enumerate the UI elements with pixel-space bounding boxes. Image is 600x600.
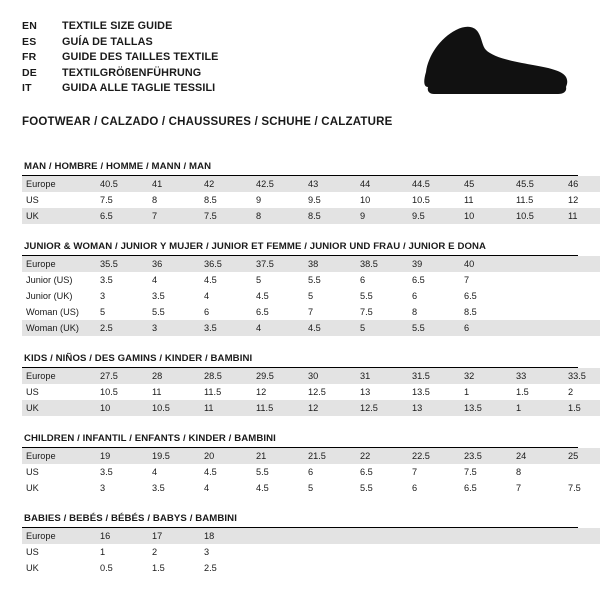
- cell: 2.5: [204, 563, 217, 573]
- row-label: Woman (US): [26, 307, 79, 317]
- cell: 3.5: [200, 320, 252, 336]
- cell: 10: [96, 400, 148, 416]
- cell: 4.5: [304, 320, 356, 336]
- cell: 12: [568, 195, 579, 205]
- section-man: [22, 158, 578, 224]
- row-label: Woman (UK): [22, 320, 96, 336]
- cell: 45: [460, 176, 512, 192]
- cell: 5.5: [360, 291, 373, 301]
- table-row: [22, 192, 600, 208]
- cell: 7.5: [100, 195, 113, 205]
- cell: 6: [412, 291, 418, 301]
- cell: 33.5: [564, 368, 600, 384]
- cell: 1.5: [152, 563, 165, 573]
- section-babies: [22, 510, 578, 576]
- cell: 44: [356, 176, 408, 192]
- cell: 12: [256, 387, 267, 397]
- language-row: [22, 51, 218, 67]
- section-heading: MAN / HOMBRE / HOMME / MANN / MAN: [22, 158, 578, 176]
- cell: 7: [148, 208, 200, 224]
- cell: 6.5: [464, 483, 477, 493]
- cell: 5: [356, 320, 408, 336]
- cell: 7: [308, 307, 314, 317]
- row-label: Europe: [22, 448, 96, 464]
- size-table: [22, 256, 600, 336]
- row-label: UK: [26, 563, 39, 573]
- cell: 11: [152, 387, 162, 397]
- cell: 18: [200, 528, 252, 544]
- cell: 3.5: [152, 291, 165, 301]
- row-label: US: [26, 467, 39, 477]
- row-label: Europe: [22, 368, 96, 384]
- cell: 8: [412, 307, 418, 317]
- cell: 6: [308, 467, 314, 477]
- language-code: EN: [22, 20, 37, 32]
- cell: 24: [512, 448, 564, 464]
- row-label: Europe: [22, 528, 96, 544]
- table-row: [22, 448, 600, 464]
- cell: 1: [464, 387, 470, 397]
- cell: 16: [96, 528, 148, 544]
- cell: 4: [152, 467, 158, 477]
- cell: 1: [512, 400, 564, 416]
- cell: 13.5: [460, 400, 512, 416]
- cell: 27.5: [96, 368, 148, 384]
- cell: 33: [512, 368, 564, 384]
- cell: 3.5: [100, 467, 113, 477]
- table-row: [22, 544, 600, 560]
- table-row: [22, 528, 600, 544]
- row-label: US: [26, 387, 39, 397]
- cell: 3: [204, 547, 210, 557]
- language-row: [22, 82, 218, 98]
- cell: 10.5: [412, 195, 430, 205]
- cell: 5.5: [408, 320, 460, 336]
- cell: 3.5: [100, 275, 113, 285]
- cell: 4.5: [256, 483, 269, 493]
- cell: 10: [460, 208, 512, 224]
- table-row: [22, 400, 600, 416]
- cell: 10: [360, 195, 371, 205]
- cell: 11: [564, 208, 600, 224]
- cell: 5: [308, 291, 314, 301]
- cell: 12: [304, 400, 356, 416]
- cell: 36.5: [200, 256, 252, 272]
- cell: 31.5: [408, 368, 460, 384]
- language-row: [22, 67, 218, 83]
- cell: 17: [148, 528, 200, 544]
- cell: 20: [200, 448, 252, 464]
- cell: 32: [460, 368, 512, 384]
- cell: 39: [408, 256, 460, 272]
- cell: 21: [252, 448, 304, 464]
- cell: 10.5: [512, 208, 564, 224]
- row-label: Junior (US): [26, 275, 73, 285]
- cell: 7: [464, 275, 470, 285]
- table-row: [22, 304, 600, 320]
- cell: 7.5: [360, 307, 373, 317]
- cell: 4: [204, 483, 210, 493]
- cell: 13.5: [412, 387, 430, 397]
- cell: 5: [256, 275, 262, 285]
- cell: 6: [460, 320, 512, 336]
- row-label: Europe: [22, 176, 96, 192]
- language-titles: [22, 20, 218, 98]
- cell: 4: [252, 320, 304, 336]
- cell: 6.5: [464, 291, 477, 301]
- cell: 5.5: [152, 307, 165, 317]
- cell: 12.5: [308, 387, 326, 397]
- cell: 6: [360, 275, 366, 285]
- cell: 13: [360, 387, 371, 397]
- table-row: [22, 176, 600, 192]
- cell: 7.5: [464, 467, 477, 477]
- table-row: [22, 272, 600, 288]
- table-row: [22, 208, 600, 224]
- table-row: [22, 288, 600, 304]
- table-row: [22, 368, 600, 384]
- cell: 6: [204, 307, 210, 317]
- cell: 36: [148, 256, 200, 272]
- cell: 8: [252, 208, 304, 224]
- cell: 19: [96, 448, 148, 464]
- cell: 5.5: [360, 483, 373, 493]
- cell: 4.5: [256, 291, 269, 301]
- cell: 40.5: [96, 176, 148, 192]
- cell: 30: [304, 368, 356, 384]
- section-heading: JUNIOR & WOMAN / JUNIOR Y MUJER / JUNIOR ET FEMME / JUNIOR UND FRAU / JUNIOR E DONA: [22, 238, 578, 256]
- cell: 10.5: [100, 387, 118, 397]
- table-row: [22, 560, 600, 576]
- language-title: TEXTILE SIZE GUIDE: [62, 20, 173, 32]
- cell: 6.5: [256, 307, 269, 317]
- cell: 4: [152, 275, 158, 285]
- language-title: TEXTILGRÖßENFÜHRUNG: [62, 66, 202, 79]
- cell: 11: [200, 400, 252, 416]
- cell: 6.5: [412, 275, 425, 285]
- cell: 46: [564, 176, 600, 192]
- document-header: [22, 18, 578, 102]
- cell: 21.5: [304, 448, 356, 464]
- language-code: IT: [22, 82, 32, 94]
- row-label: UK: [22, 208, 96, 224]
- cell: 11.5: [516, 195, 534, 205]
- size-table: [22, 528, 600, 576]
- cell: 0.5: [100, 563, 113, 573]
- language-row: [22, 20, 218, 36]
- cell: 5: [308, 483, 314, 493]
- cell: 19.5: [148, 448, 200, 464]
- cell: 5.5: [256, 467, 269, 477]
- cell: 45.5: [512, 176, 564, 192]
- cell: 38: [304, 256, 356, 272]
- cell: 23.5: [460, 448, 512, 464]
- cell: 8.5: [204, 195, 217, 205]
- section-junior-woman: [22, 238, 578, 336]
- cell: 9.5: [408, 208, 460, 224]
- cell: 2.5: [96, 320, 148, 336]
- cell: 43: [304, 176, 356, 192]
- language-title: GUÍA DE TALLAS: [62, 35, 153, 48]
- cell: 11.5: [252, 400, 304, 416]
- cell: 1.5: [516, 387, 529, 397]
- cell: 8: [516, 467, 522, 477]
- cell: 11.5: [204, 387, 222, 397]
- cell: 3: [100, 483, 106, 493]
- size-table: [22, 176, 600, 224]
- cell: 37.5: [252, 256, 304, 272]
- table-row: [22, 464, 600, 480]
- page-title: FOOTWEAR / CALZADO / CHAUSSURES / SCHUHE / CALZATURE: [22, 116, 393, 128]
- language-code: DE: [22, 66, 37, 79]
- cell: 13: [408, 400, 460, 416]
- cell: 4.5: [204, 275, 217, 285]
- dress-shoe-icon: [382, 16, 572, 102]
- cell: 11: [464, 195, 474, 205]
- section-heading: CHILDREN / INFANTIL / ENFANTS / KINDER / BAMBINI: [22, 430, 578, 448]
- language-title: GUIDA ALLE TAGLIE TESSILI: [62, 82, 216, 94]
- cell: 1.5: [564, 400, 600, 416]
- cell: 6.5: [360, 467, 373, 477]
- row-label: Junior (UK): [26, 291, 73, 301]
- row-label: UK: [26, 483, 39, 493]
- cell: 9: [356, 208, 408, 224]
- cell: 3: [100, 291, 106, 301]
- table-row: [22, 320, 600, 336]
- size-table: [22, 368, 600, 416]
- row-label: US: [26, 195, 39, 205]
- size-sections: [22, 158, 586, 576]
- cell: 6: [412, 483, 418, 493]
- language-code: FR: [22, 51, 37, 63]
- cell: 44.5: [408, 176, 460, 192]
- cell: 6.5: [96, 208, 148, 224]
- cell: 25: [564, 448, 600, 464]
- cell: 7.5: [200, 208, 252, 224]
- cell: 22.5: [408, 448, 460, 464]
- cell: 28.5: [200, 368, 252, 384]
- cell: 9.5: [308, 195, 321, 205]
- section-heading: BABIES / BEBÉS / BÉBÉS / BABYS / BAMBINI: [22, 510, 578, 528]
- cell: 4.5: [204, 467, 217, 477]
- row-label: US: [26, 547, 39, 557]
- cell: 7.5: [568, 483, 581, 493]
- cell: 42.5: [252, 176, 304, 192]
- cell: 22: [356, 448, 408, 464]
- cell: 8: [152, 195, 158, 205]
- cell: 5.5: [308, 275, 321, 285]
- row-label: Europe: [22, 256, 96, 272]
- row-label: UK: [22, 400, 96, 416]
- cell: 42: [200, 176, 252, 192]
- cell: 31: [356, 368, 408, 384]
- cell: 7: [516, 483, 522, 493]
- cell: 29.5: [252, 368, 304, 384]
- cell: 2: [568, 387, 574, 397]
- cell: 40: [460, 256, 512, 272]
- section-heading: KIDS / NIÑOS / DES GAMINS / KINDER / BAMBINI: [22, 350, 578, 368]
- section-kids: [22, 350, 586, 416]
- cell: 8.5: [464, 307, 477, 317]
- cell: 2: [152, 547, 158, 557]
- cell: 4: [204, 291, 210, 301]
- table-row: [22, 256, 600, 272]
- cell: 38.5: [356, 256, 408, 272]
- language-code: ES: [22, 35, 37, 48]
- language-row: [22, 36, 218, 52]
- size-table: [22, 448, 600, 496]
- cell: 3: [148, 320, 200, 336]
- cell: 28: [148, 368, 200, 384]
- cell: 9: [256, 195, 262, 205]
- cell: 10.5: [148, 400, 200, 416]
- cell: 5: [100, 307, 106, 317]
- cell: 8.5: [304, 208, 356, 224]
- section-children: [22, 430, 581, 496]
- cell: 3.5: [152, 483, 165, 493]
- cell: 41: [148, 176, 200, 192]
- language-title: GUIDE DES TAILLES TEXTILE: [62, 51, 219, 63]
- cell: 7: [412, 467, 418, 477]
- cell: 35.5: [96, 256, 148, 272]
- cell: 12.5: [356, 400, 408, 416]
- table-row: [22, 384, 600, 400]
- table-row: [22, 480, 600, 496]
- cell: 1: [100, 547, 106, 557]
